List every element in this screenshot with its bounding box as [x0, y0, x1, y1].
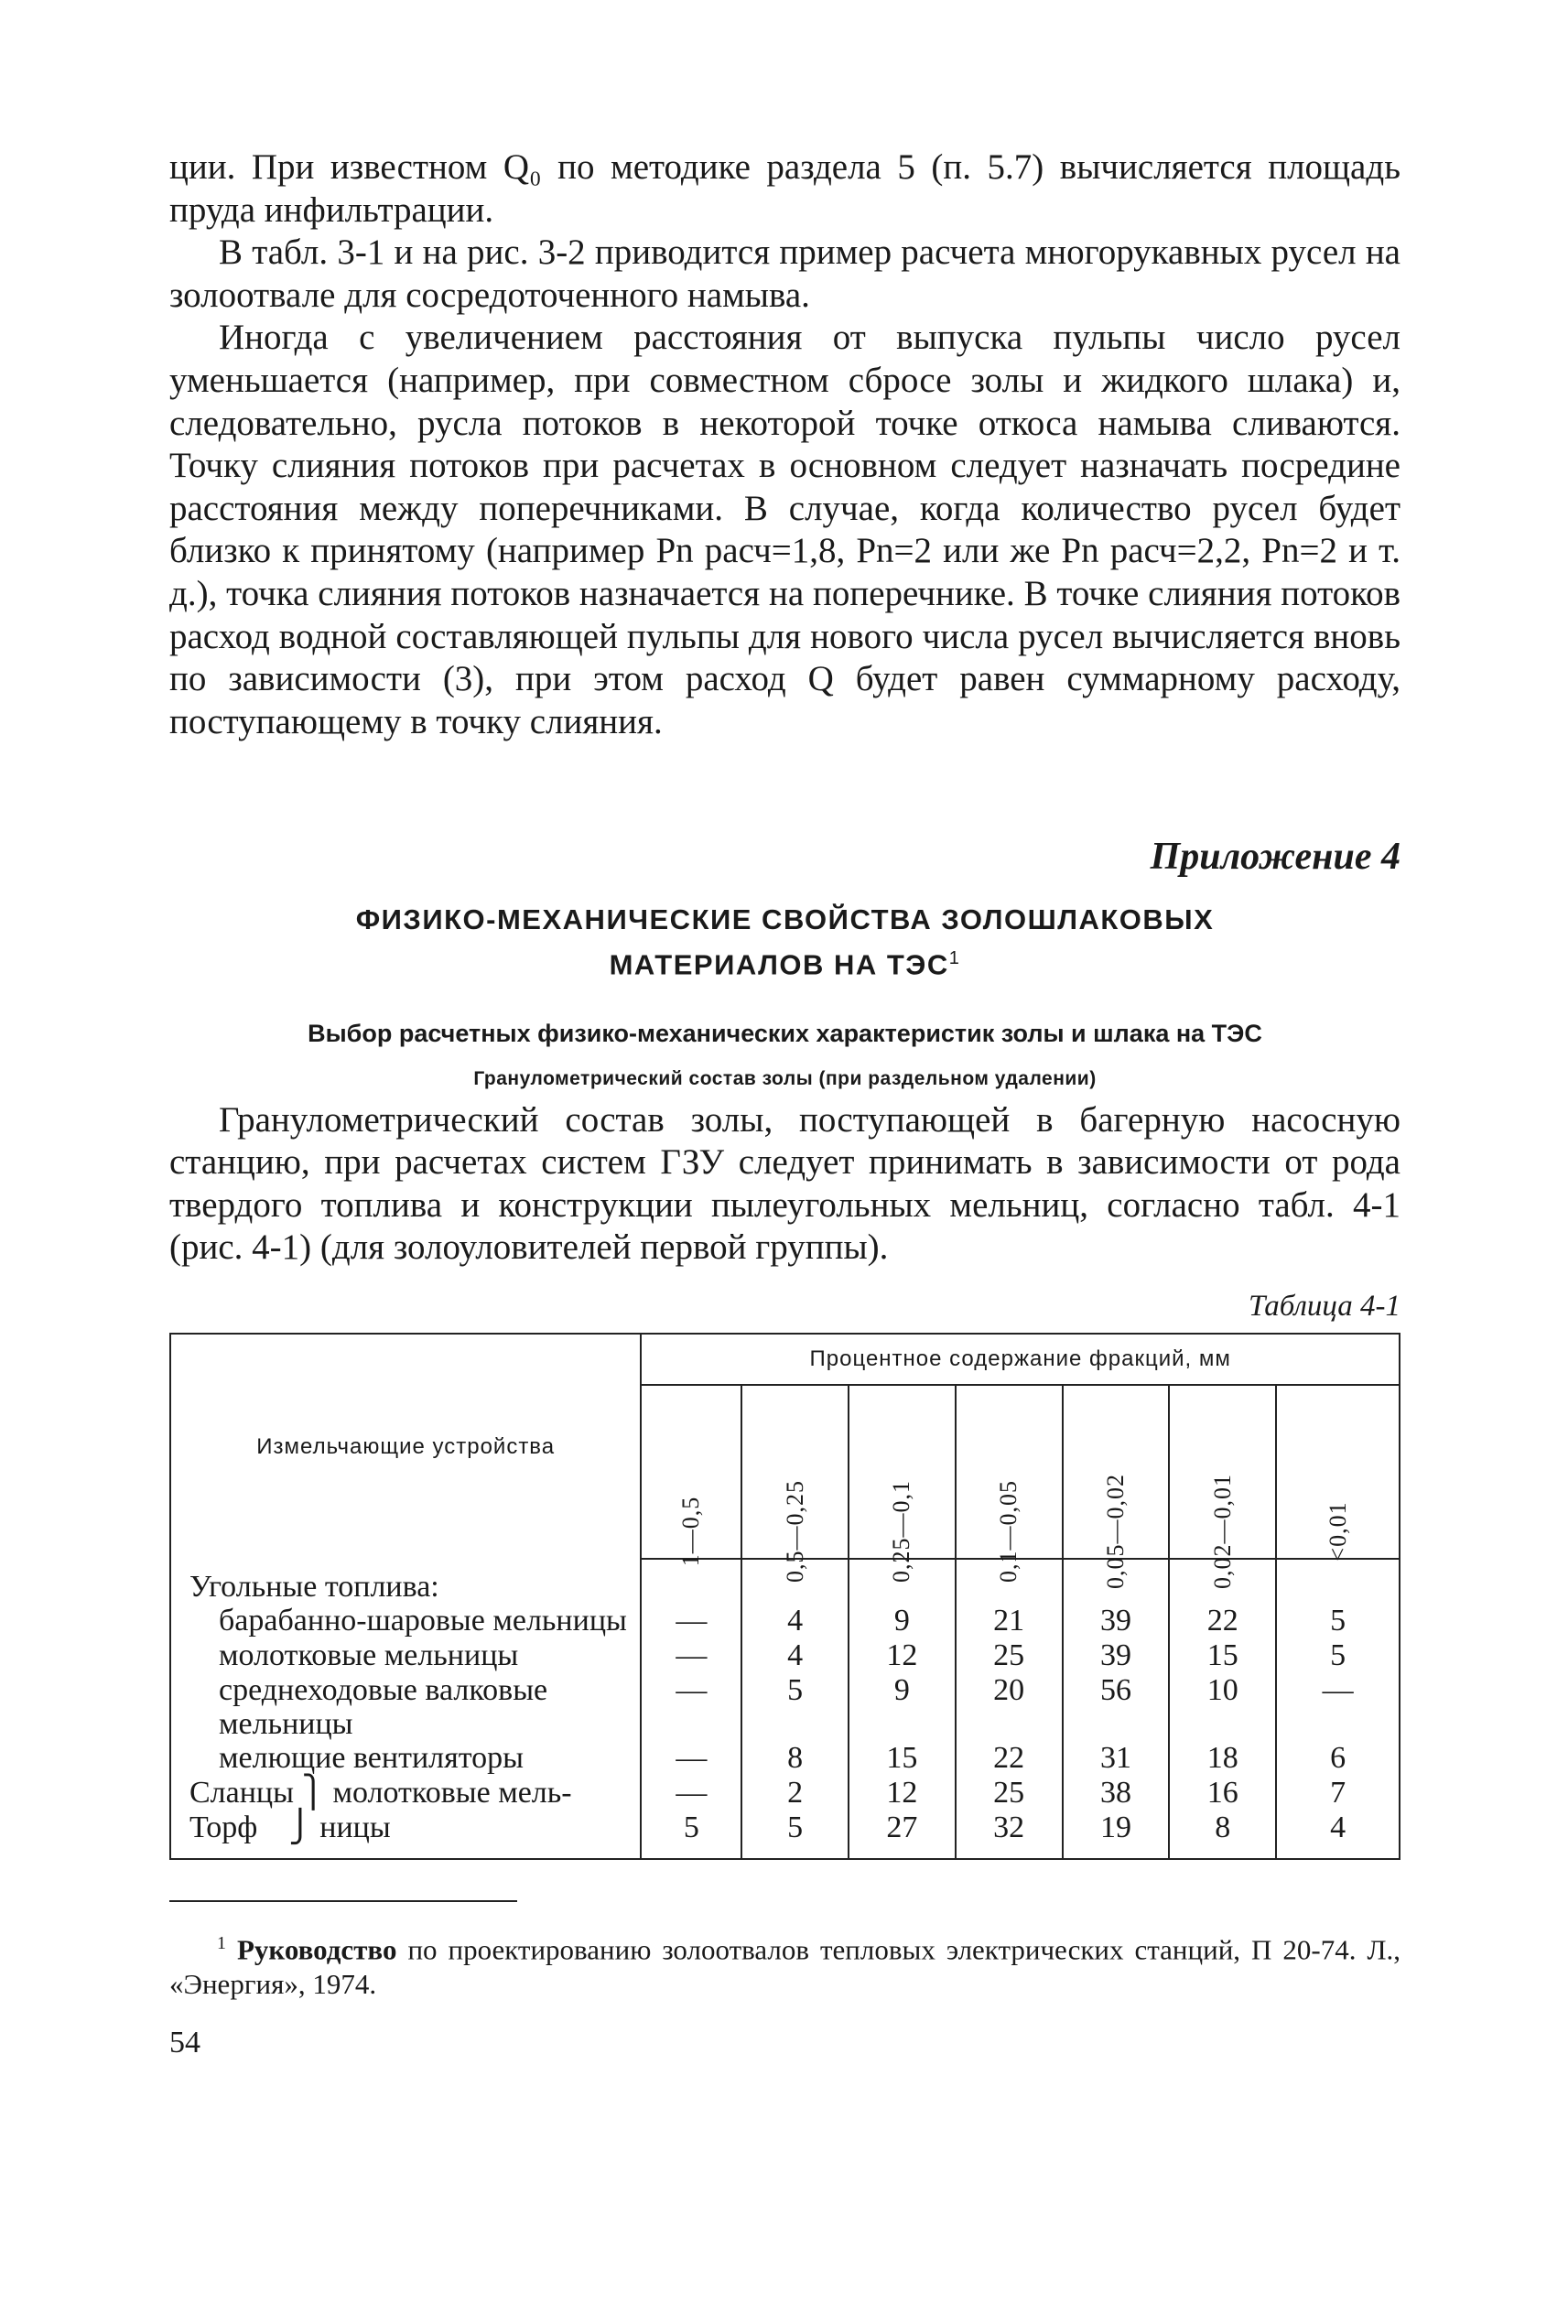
section-title-line-2-wrap — [169, 939, 1400, 984]
table-cell: — — [641, 1638, 741, 1673]
table-cell: 20 — [956, 1673, 1063, 1741]
table-cell: 5 — [741, 1811, 849, 1859]
table-cell: 19 — [1063, 1811, 1170, 1859]
section-title-line-1: ФИЗИКО-МЕХАНИЧЕСКИЕ СВОЙСТВА ЗОЛОШЛАКОВЫХ — [355, 903, 1215, 936]
table-cell: — — [641, 1604, 741, 1638]
header-fraction — [641, 1385, 741, 1567]
header-fraction — [849, 1385, 956, 1584]
table-cell: 5 — [1276, 1638, 1400, 1673]
row-label: мелющие вентиляторы — [170, 1741, 641, 1776]
page-number: 54 — [169, 2026, 200, 2060]
header-fraction — [1063, 1385, 1170, 1590]
table-cell: 18 — [1169, 1741, 1276, 1776]
header-fraction-label: 1—0,5 — [677, 1496, 705, 1567]
table-cell: 25 — [956, 1776, 1063, 1811]
table-row — [170, 1776, 1400, 1811]
table-cell: 2 — [741, 1776, 849, 1811]
row-label: барабанно-шаровые мельницы — [170, 1604, 641, 1638]
row-label: молотковые мельницы — [170, 1638, 641, 1673]
table-row — [170, 1604, 1400, 1638]
table-cell: 12 — [849, 1638, 956, 1673]
table-row — [170, 1811, 1400, 1859]
row-label: Сланцы ⎫ молотковые мель- — [170, 1776, 641, 1811]
table-cell: 39 — [1063, 1604, 1170, 1638]
table-cell: 9 — [849, 1673, 956, 1741]
table-cell: 8 — [741, 1741, 849, 1776]
table-cell: — — [1276, 1673, 1400, 1741]
header-fraction-label: 0,1—0,05 — [995, 1480, 1022, 1584]
header-fraction-label: 0,05—0,02 — [1101, 1474, 1129, 1590]
table-cell: 22 — [956, 1741, 1063, 1776]
table-cell: 8 — [1169, 1811, 1276, 1859]
document-page — [169, 146, 1400, 2060]
table-cell: 10 — [1169, 1673, 1276, 1741]
table-cell: 15 — [849, 1741, 956, 1776]
table-cell: — — [641, 1741, 741, 1776]
paragraph-3: Иногда с увеличением расстояния от выпуска пульпы число русел уменьшается (например, при совместном сбросе золы и жидкого шлака) и, следовательно, русла потоков в некоторой точке откоса намыва сливаются. Точку слияния потоков при расчетах в основном следует назначать посредине расстояния между поперечниками. В случае, когда количество русел будет близко к принятому (например Pn расч=1,8, Pn=2 или же Pn расч=2,2, Pn=2 и т. д.), точка слияния потоков назначается на поперечнике. В точке слияния потоков расход водной составляющей пульпы для нового числа русел вычисляется вновь по зависимости (3), при этом расход Q будет равен суммарному расходу, поступающему в точку слияния. — [169, 318, 1400, 741]
header-fraction-label: <0,01 — [1324, 1501, 1351, 1562]
footnote — [169, 1926, 1400, 2002]
table-cell: 16 — [1169, 1776, 1276, 1811]
paragraph-2: В табл. 3-1 и на рис. 3-2 приводится пример расчета многорукавных русел на золоотвале для сосредоточенного намыва. — [169, 232, 1400, 315]
header-devices: Измельчающие устройства — [170, 1334, 641, 1559]
table-cell: 31 — [1063, 1741, 1170, 1776]
table-cell: 4 — [741, 1638, 849, 1673]
section-title-line-2: МАТЕРИАЛОВ НА ТЭС — [609, 948, 949, 981]
header-fraction — [741, 1385, 849, 1584]
table-cell: 21 — [956, 1604, 1063, 1638]
table-cell: 27 — [849, 1811, 956, 1859]
footnote-bold: Руководство — [237, 1933, 397, 1966]
table-cell: 12 — [849, 1776, 956, 1811]
table-cell: 25 — [956, 1638, 1063, 1673]
table-cell: 38 — [1063, 1776, 1170, 1811]
header-fraction — [1169, 1385, 1276, 1590]
table-cell: 22 — [1169, 1604, 1276, 1638]
row-label: Торф ⎭ ницы — [170, 1811, 641, 1859]
table-caption: Таблица 4-1 — [1249, 1290, 1400, 1324]
appendix-heading: Приложение 4 — [1150, 836, 1400, 879]
table-cell: — — [641, 1776, 741, 1811]
sub-subtitle: Гранулометрический состав золы (при раздельном удалении) — [473, 1067, 1097, 1089]
table-cell: 5 — [741, 1673, 849, 1741]
table-cell: 4 — [1276, 1811, 1400, 1859]
row-group-label: Угольные топлива: — [170, 1559, 641, 1604]
header-fraction-label: 0,5—0,25 — [781, 1480, 808, 1584]
table-cell: 5 — [641, 1811, 741, 1859]
subtitle: Выбор расчетных физико-механических характеристик золы и шлака на ТЭС — [308, 1019, 1262, 1047]
header-fraction-group: Процентное содержание фракций, мм — [641, 1334, 1400, 1385]
section-title — [169, 901, 1400, 984]
footnote-ref: 1 — [948, 948, 961, 969]
table-cell: 9 — [849, 1604, 956, 1638]
footnote-divider — [169, 1900, 517, 1902]
footnote-mark: 1 — [217, 1933, 226, 1954]
table-cell: 4 — [741, 1604, 849, 1638]
table-row — [170, 1741, 1400, 1776]
header-fraction-label: 0,02—0,01 — [1208, 1474, 1236, 1590]
table-row — [170, 1638, 1400, 1673]
table-cell: 56 — [1063, 1673, 1170, 1741]
table-cell: 15 — [1169, 1638, 1276, 1673]
footnote-text: по проектированию золоотвалов тепловых электрических станций, П 20-74. Л., «Энергия», 1974. — [169, 1933, 1401, 2001]
table-cell: 5 — [1276, 1604, 1400, 1638]
table-cell: 6 — [1276, 1741, 1400, 1776]
fraction-table — [169, 1333, 1400, 1860]
paragraph-4: Гранулометрический состав золы, поступающей в багерную насосную станцию, при расчетах систем ГЗУ следует принимать в зависимости от рода твердого топлива и конструкции пылеугольных мельниц, согласно табл. 4-1 (рис. 4-1) (для золоуловителей первой группы). — [169, 1099, 1400, 1268]
header-fraction — [956, 1385, 1063, 1584]
table-cell: 7 — [1276, 1776, 1400, 1811]
table-cell: 39 — [1063, 1638, 1170, 1673]
paragraph-1: ции. При известном Q₀ по методике раздела 5 (п. 5.7) вычисляется площадь пруда инфильтрации. — [169, 147, 1400, 230]
header-fraction — [1276, 1385, 1400, 1562]
table-cell: 32 — [956, 1811, 1063, 1859]
header-fraction-label: 0,25—0,1 — [888, 1480, 915, 1584]
row-label: среднеходовые валковые мельницы — [170, 1673, 641, 1741]
table-row — [170, 1673, 1400, 1741]
table-cell: — — [641, 1673, 741, 1741]
